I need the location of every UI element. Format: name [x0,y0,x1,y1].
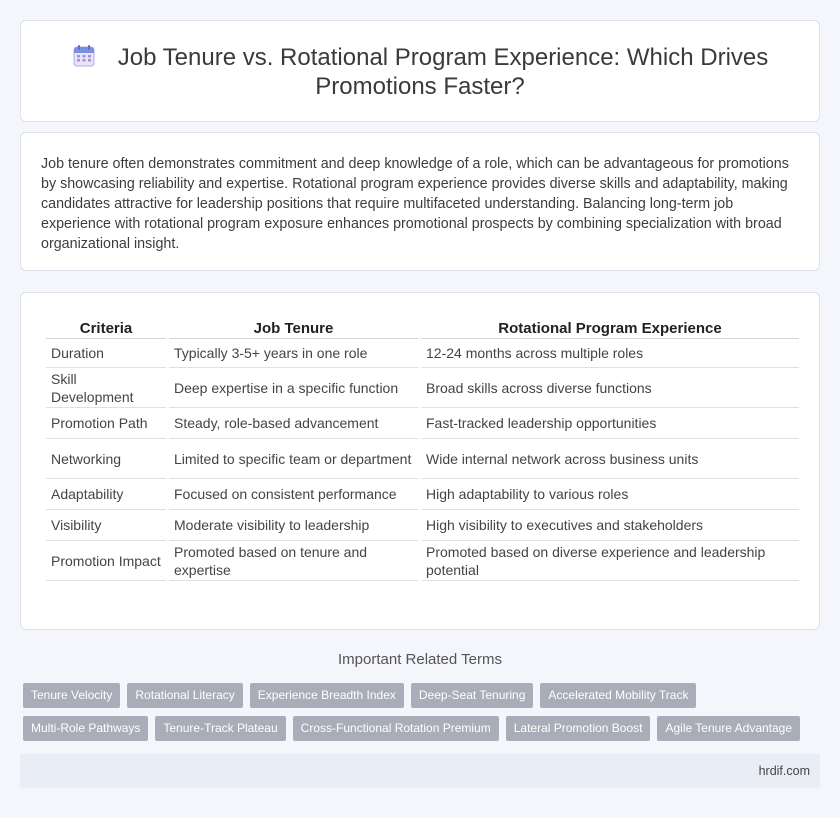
cell-rotational: 12-24 months across multiple roles [421,339,799,368]
related-terms-title: Important Related Terms [338,651,502,668]
related-terms-tags [23,683,823,749]
comparison-card [20,292,820,630]
intro-card [20,132,820,271]
tag-agile-tenure-advantage[interactable]: Agile Tenure Advantage [657,716,800,741]
tag-tenure-velocity[interactable]: Tenure Velocity [23,683,120,708]
tag-accelerated-mobility-track[interactable]: Accelerated Mobility Track [540,683,696,708]
table-row [46,339,799,368]
cell-job-tenure: Typically 3-5+ years in one role [169,339,418,368]
cell-job-tenure: Focused on consistent performance [169,479,418,510]
header-job-tenure: Job Tenure [169,315,418,339]
tag-multi-role-pathways[interactable]: Multi-Role Pathways [23,716,148,741]
cell-job-tenure: Deep expertise in a specific function [169,368,418,408]
header-rotational: Rotational Program Experience [421,315,799,339]
tag-rotational-literacy[interactable]: Rotational Literacy [127,683,242,708]
tag-deep-seat-tenuring[interactable]: Deep-Seat Tenuring [411,683,534,708]
cell-job-tenure: Steady, role-based advancement [169,408,418,439]
table-row [46,479,799,510]
footer-site-link[interactable]: hrdif.com [758,764,810,778]
table-row [46,368,799,408]
tag-cross-functional-rotation-premium[interactable]: Cross-Functional Rotation Premium [293,716,499,741]
comparison-table [43,315,802,581]
calendar-icon [72,44,96,68]
cell-job-tenure: Limited to specific team or department [169,439,418,479]
cell-criteria: Skill Development [46,368,166,408]
cell-rotational: Promoted based on diverse experience and leadership potential [421,541,799,581]
cell-job-tenure: Promoted based on tenure and expertise [169,541,418,581]
tag-lateral-promotion-boost[interactable]: Lateral Promotion Boost [506,716,651,741]
table-row [46,541,799,581]
cell-criteria: Adaptability [46,479,166,510]
cell-criteria: Promotion Path [46,408,166,439]
page-title: Job Tenure vs. Rotational Program Experience: Which Drives Promotions Faster? [117,44,769,100]
table-row [46,408,799,439]
page-title-wrap [21,43,819,101]
tag-experience-breadth-index[interactable]: Experience Breadth Index [250,683,404,708]
cell-criteria: Promotion Impact [46,541,166,581]
cell-criteria: Networking [46,439,166,479]
header-criteria: Criteria [46,315,166,339]
table-row [46,439,799,479]
cell-rotational: High visibility to executives and stakeholders [421,510,799,541]
cell-rotational: Broad skills across diverse functions [421,368,799,408]
tag-row [23,683,823,708]
table-header-row [46,315,799,339]
cell-criteria: Duration [46,339,166,368]
table-row [46,510,799,541]
tag-row [23,716,823,741]
cell-rotational: High adaptability to various roles [421,479,799,510]
cell-rotational: Fast-tracked leadership opportunities [421,408,799,439]
intro-paragraph: Job tenure often demonstrates commitment and deep knowledge of a role, which can be advantageous for promotions by showcasing reliability and expertise. Rotational program experience provides diverse skills and adaptability, making candidates attractive for leadership positions that require multifaceted understanding. Balancing long-term job experience with rotational program exposure enhances promotional prospects by combining specialization with broad organizational insight. [41,156,789,252]
title-card [20,20,820,122]
footer [20,754,820,788]
cell-job-tenure: Moderate visibility to leadership [169,510,418,541]
tag-tenure-track-plateau[interactable]: Tenure-Track Plateau [155,716,285,741]
cell-criteria: Visibility [46,510,166,541]
cell-rotational: Wide internal network across business units [421,439,799,479]
